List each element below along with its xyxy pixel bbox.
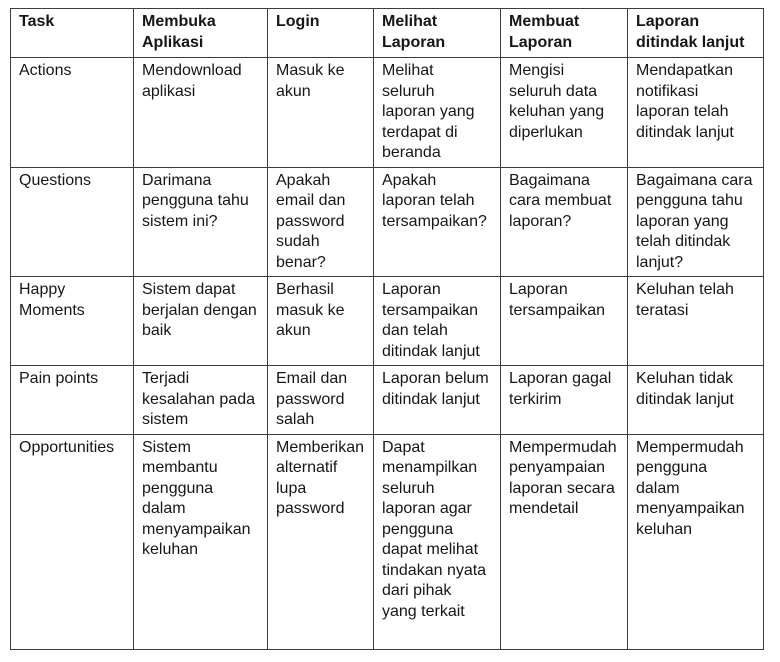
cell-opportunities-laporan-ditindak-lanjut: Mempermudah pengguna dalam menyampaikan keluhan: [628, 434, 764, 649]
cell-questions-login: Apakah email dan password sudah benar?: [268, 167, 374, 277]
cell-pain-membuka-aplikasi: Terjadi kesalahan pada sistem: [134, 366, 268, 435]
cell-questions-laporan-ditindak-lanjut: Bagaimana cara pengguna tahu laporan yang telah ditindak lanjut?: [628, 167, 764, 277]
header-row: [11, 9, 764, 58]
cell-pain-membuat-laporan: Laporan gagal terkirim: [501, 366, 628, 435]
header-cell-laporan-ditindak-lanjut: Laporan ditindak lanjut: [628, 9, 764, 58]
header-cell-membuat-laporan: Membuat Laporan: [501, 9, 628, 58]
table-row-pain-points: [11, 366, 764, 435]
cell-opportunities-membuka-aplikasi: Sistem membantu pengguna dalam menyampaikan keluhan: [134, 434, 268, 649]
header-cell-login: Login: [268, 9, 374, 58]
cell-pain-login: Email dan password salah: [268, 366, 374, 435]
table-row-happy-moments: [11, 277, 764, 366]
header-cell-melihat-laporan: Melihat Laporan: [374, 9, 501, 58]
cell-questions-melihat-laporan: Apakah laporan telah tersampaikan?: [374, 167, 501, 277]
cell-happy-membuat-laporan: Laporan tersampaikan: [501, 277, 628, 366]
cell-happy-melihat-laporan: Laporan tersampaikan dan telah ditindak lanjut: [374, 277, 501, 366]
row-label-questions: Questions: [11, 167, 134, 277]
table-row-actions: [11, 58, 764, 168]
header-cell-task: Task: [11, 9, 134, 58]
cell-actions-login: Masuk ke akun: [268, 58, 374, 168]
cell-happy-login: Berhasil masuk ke akun: [268, 277, 374, 366]
cell-actions-membuka-aplikasi: Mendownload aplikasi: [134, 58, 268, 168]
row-label-happy-moments: Happy Moments: [11, 277, 134, 366]
row-label-pain-points: Pain points: [11, 366, 134, 435]
cell-pain-laporan-ditindak-lanjut: Keluhan tidak ditindak lanjut: [628, 366, 764, 435]
header-cell-membuka-aplikasi: Membuka Aplikasi: [134, 9, 268, 58]
row-label-opportunities: Opportunities: [11, 434, 134, 649]
cell-actions-membuat-laporan: Mengisi seluruh data keluhan yang diperlukan: [501, 58, 628, 168]
cell-happy-laporan-ditindak-lanjut: Keluhan telah teratasi: [628, 277, 764, 366]
user-journey-table: [10, 8, 764, 650]
cell-happy-membuka-aplikasi: Sistem dapat berjalan dengan baik: [134, 277, 268, 366]
cell-opportunities-melihat-laporan: Dapat menampilkan seluruh laporan agar pengguna dapat melihat tindakan nyata dari pihak yang terkait: [374, 434, 501, 649]
cell-actions-melihat-laporan: Melihat seluruh laporan yang terdapat di beranda: [374, 58, 501, 168]
cell-opportunities-login: Memberikan alternatif lupa password: [268, 434, 374, 649]
cell-pain-melihat-laporan: Laporan belum ditindak lanjut: [374, 366, 501, 435]
table-row-opportunities: [11, 434, 764, 649]
cell-opportunities-membuat-laporan: Mempermudah penyampaian laporan secara mendetail: [501, 434, 628, 649]
table-row-questions: [11, 167, 764, 277]
row-label-actions: Actions: [11, 58, 134, 168]
cell-actions-laporan-ditindak-lanjut: Mendapatkan notifikasi laporan telah ditindak lanjut: [628, 58, 764, 168]
cell-questions-membuat-laporan: Bagaimana cara membuat laporan?: [501, 167, 628, 277]
cell-questions-membuka-aplikasi: Darimana pengguna tahu sistem ini?: [134, 167, 268, 277]
